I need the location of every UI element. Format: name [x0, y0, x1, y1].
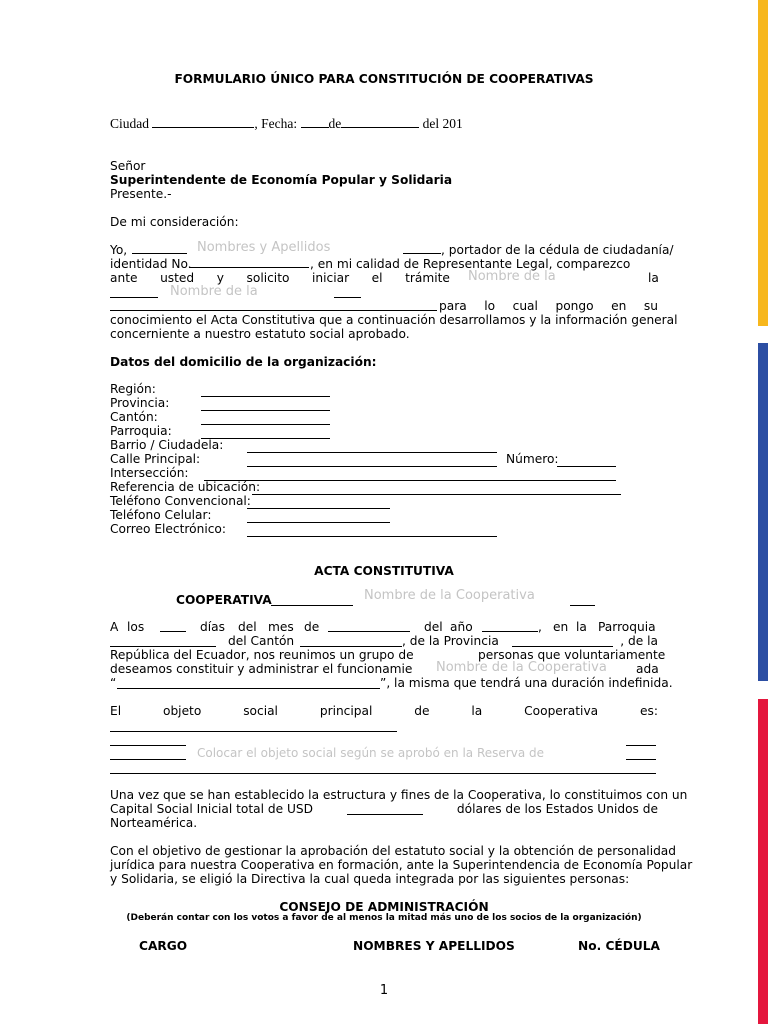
- capital-blank[interactable]: [347, 814, 423, 815]
- provincia-field[interactable]: [201, 410, 330, 411]
- capital-l2-a: Capital Social Inicial total de USD: [110, 802, 314, 816]
- de-label: de: [328, 116, 342, 131]
- col-cedula: No. CÉDULA: [578, 939, 660, 953]
- day-field[interactable]: [301, 116, 329, 128]
- word: ,: [538, 620, 542, 634]
- id-line-end: , en mi calidad de Representante Legal, comparezco: [310, 257, 631, 271]
- word: social: [243, 704, 278, 718]
- date-label: , Fecha:: [254, 116, 298, 131]
- barrio-field[interactable]: [247, 452, 497, 453]
- stripe-blue: [758, 343, 768, 681]
- bearer-text: , portador de la cédula de ciudadanía/: [441, 243, 674, 257]
- coop-blank-1[interactable]: [271, 605, 353, 606]
- word: en: [553, 620, 569, 634]
- addressee-name: Superintendente de Economía Popular y Solidaria: [110, 173, 453, 187]
- word: mes: [268, 620, 294, 634]
- word: para: [439, 299, 467, 313]
- canton-field[interactable]: [201, 424, 330, 425]
- word: lo: [484, 299, 496, 313]
- word: ante: [110, 271, 138, 285]
- word: de: [414, 704, 430, 718]
- objeto-blank-4[interactable]: [110, 773, 656, 774]
- field-label-interseccion: Intersección:: [110, 466, 189, 480]
- dias-blank[interactable]: [160, 631, 186, 632]
- consejo-note: (Deberán contar con los votos a favor de al menos la mitad más uno de los socios de la organización): [126, 913, 642, 923]
- coop-blank-2[interactable]: [570, 605, 595, 606]
- acta-heading: ACTA CONSTITUTIVA: [314, 564, 454, 578]
- word: Parroquia: [598, 620, 656, 634]
- word: la: [471, 704, 483, 718]
- field-label-parroquia: Parroquia:: [110, 424, 172, 438]
- tel-cel-field[interactable]: [247, 522, 390, 523]
- para-line-2: conocimiento el Acta Constitutiva que a continuación desarrollamos y la información general: [110, 313, 678, 327]
- name-blank-2[interactable]: [403, 253, 441, 254]
- word: iniciar: [312, 271, 350, 285]
- city-label: Ciudad: [110, 116, 149, 131]
- word: A: [110, 620, 119, 634]
- p1-l2-c: , de la: [620, 634, 658, 648]
- names-hint: Nombres y Apellidos: [197, 240, 331, 255]
- id-line-start: identidad No.: [110, 257, 192, 271]
- ano-blank[interactable]: [482, 631, 538, 632]
- word: del: [424, 620, 443, 634]
- word: es:: [640, 704, 658, 718]
- p1-l5-open: “: [110, 676, 117, 690]
- coop-name-hint-2: Nombre de la Cooperativa: [436, 660, 607, 675]
- para-line: [439, 299, 658, 313]
- city-field[interactable]: [152, 116, 254, 128]
- ante-line: [110, 271, 450, 285]
- parroquia-blank[interactable]: [110, 646, 216, 647]
- word: principal: [319, 704, 373, 718]
- word: año: [450, 620, 473, 634]
- word: usted: [160, 271, 195, 285]
- objeto-blank-2a[interactable]: [110, 745, 186, 746]
- gestion-l3: y Solidaria, se eligió la Directiva la cual queda integrada por las siguientes personas:: [110, 872, 630, 886]
- col-nombres: NOMBRES Y APELLIDOS: [353, 939, 515, 953]
- canton-blank[interactable]: [300, 646, 402, 647]
- coop-name-hint: Nombre de la Cooperativa: [364, 588, 535, 603]
- mes-blank[interactable]: [328, 631, 410, 632]
- gestion-l1: Con el objetivo de gestionar la aprobación del estatuto social y la obtención de personalidad: [110, 844, 677, 858]
- objeto-blank-2b[interactable]: [626, 745, 656, 746]
- p1-l3: República del Ecuador, nos reunimos un grupo de: [110, 648, 414, 662]
- p1-l1: [110, 620, 658, 634]
- salutation: Señor: [110, 159, 146, 173]
- coop-name-blank[interactable]: [117, 688, 380, 689]
- stripe-yellow: [758, 0, 768, 326]
- field-label-correo: Correo Electrónico:: [110, 522, 226, 536]
- word: Cooperativa: [524, 704, 599, 718]
- word: en: [611, 299, 627, 313]
- p1-l3-b: personas que voluntariamente: [478, 648, 666, 662]
- field-label-referencia: Referencia de ubicación:: [110, 480, 261, 494]
- interseccion-field[interactable]: [204, 480, 616, 481]
- correo-field[interactable]: [247, 536, 497, 537]
- p1-l4-end: ada: [636, 662, 659, 676]
- tramite-blank-2[interactable]: [334, 297, 361, 298]
- col-cargo: CARGO: [139, 939, 188, 953]
- cooperativa-label: COOPERATIVA: [176, 593, 272, 607]
- objeto-blank-3a[interactable]: [110, 759, 186, 760]
- numero-field[interactable]: [557, 466, 616, 467]
- domicilio-heading: Datos del domicilio de la organización:: [110, 355, 377, 369]
- page-number: 1: [379, 983, 389, 998]
- name-blank-1[interactable]: [132, 253, 187, 254]
- objeto-line: [110, 704, 658, 718]
- nombre-hint-1: Nombre de la: [468, 269, 556, 284]
- yo-label: Yo,: [110, 243, 128, 257]
- nombre-hint-2: Nombre de la: [170, 284, 258, 299]
- field-label-tel-cel: Teléfono Celular:: [110, 508, 212, 522]
- provincia-blank[interactable]: [512, 646, 613, 647]
- field-label-barrio: Barrio / Ciudadela:: [110, 438, 224, 452]
- p1-l4: deseamos constituir y administrar el funcionamie: [110, 662, 413, 676]
- word: trámite: [405, 271, 450, 285]
- word: objeto: [162, 704, 202, 718]
- word: los: [127, 620, 145, 634]
- word: días: [200, 620, 225, 634]
- form-title: FORMULARIO ÚNICO PARA CONSTITUCIÓN DE COOPERATIVAS: [174, 72, 594, 86]
- consejo-heading: CONSEJO DE ADMINISTRACIÓN: [279, 900, 489, 914]
- word: del: [238, 620, 257, 634]
- objeto-blank-1[interactable]: [110, 731, 397, 732]
- field-label-provincia: Provincia:: [110, 396, 170, 410]
- word: El: [110, 704, 122, 718]
- city-date-line: [110, 116, 463, 132]
- la-word: la: [648, 271, 659, 285]
- word: el: [371, 271, 383, 285]
- word: su: [643, 299, 658, 313]
- referencia-field[interactable]: [252, 494, 621, 495]
- year-label: del 201: [422, 116, 463, 131]
- capital-l3: Norteamérica.: [110, 816, 198, 830]
- word: de: [304, 620, 320, 634]
- p1-l2-b: , de la Provincia: [402, 634, 499, 648]
- field-label-tel-conv: Teléfono Convencional:: [110, 494, 251, 508]
- field-label-calle: Calle Principal:: [110, 452, 201, 466]
- gestion-l2: jurídica para nuestra Cooperativa en formación, ante la Superintendencia de Economía Popular: [110, 858, 693, 872]
- para-line-3: concerniente a nuestro estatuto social aprobado.: [110, 327, 410, 341]
- tramite-blank-3[interactable]: [110, 310, 437, 311]
- capital-l2-b: dólares de los Estados Unidos de: [456, 802, 658, 816]
- presente: Presente.-: [110, 187, 172, 201]
- p1-l2-a: del Cantón: [228, 634, 295, 648]
- stripe-red: [758, 699, 768, 1024]
- id-number-blank[interactable]: [189, 267, 309, 268]
- greeting: De mi consideración:: [110, 215, 239, 229]
- word: solicito: [246, 271, 290, 285]
- objeto-blank-3b[interactable]: [626, 759, 656, 760]
- numero-label: Número:: [506, 452, 559, 466]
- calle-field[interactable]: [247, 466, 497, 467]
- p1-l5-close: ”, la misma que tendrá una duración indefinida.: [380, 676, 673, 690]
- word: la: [576, 620, 587, 634]
- tel-conv-field[interactable]: [247, 508, 390, 509]
- capital-l1: Una vez que se han establecido la estructura y fines de la Cooperativa, lo constituimos con un: [110, 788, 688, 802]
- objeto-hint: Colocar el objeto social según se aprobó en la Reserva de: [197, 746, 544, 760]
- word: y: [216, 271, 224, 285]
- word: cual: [512, 299, 538, 313]
- field-label-region: Región:: [110, 382, 156, 396]
- month-field[interactable]: [341, 116, 419, 128]
- field-label-canton: Cantón:: [110, 410, 158, 424]
- region-field[interactable]: [201, 396, 330, 397]
- word: pongo: [555, 299, 594, 313]
- tramite-blank-1[interactable]: [110, 297, 158, 298]
